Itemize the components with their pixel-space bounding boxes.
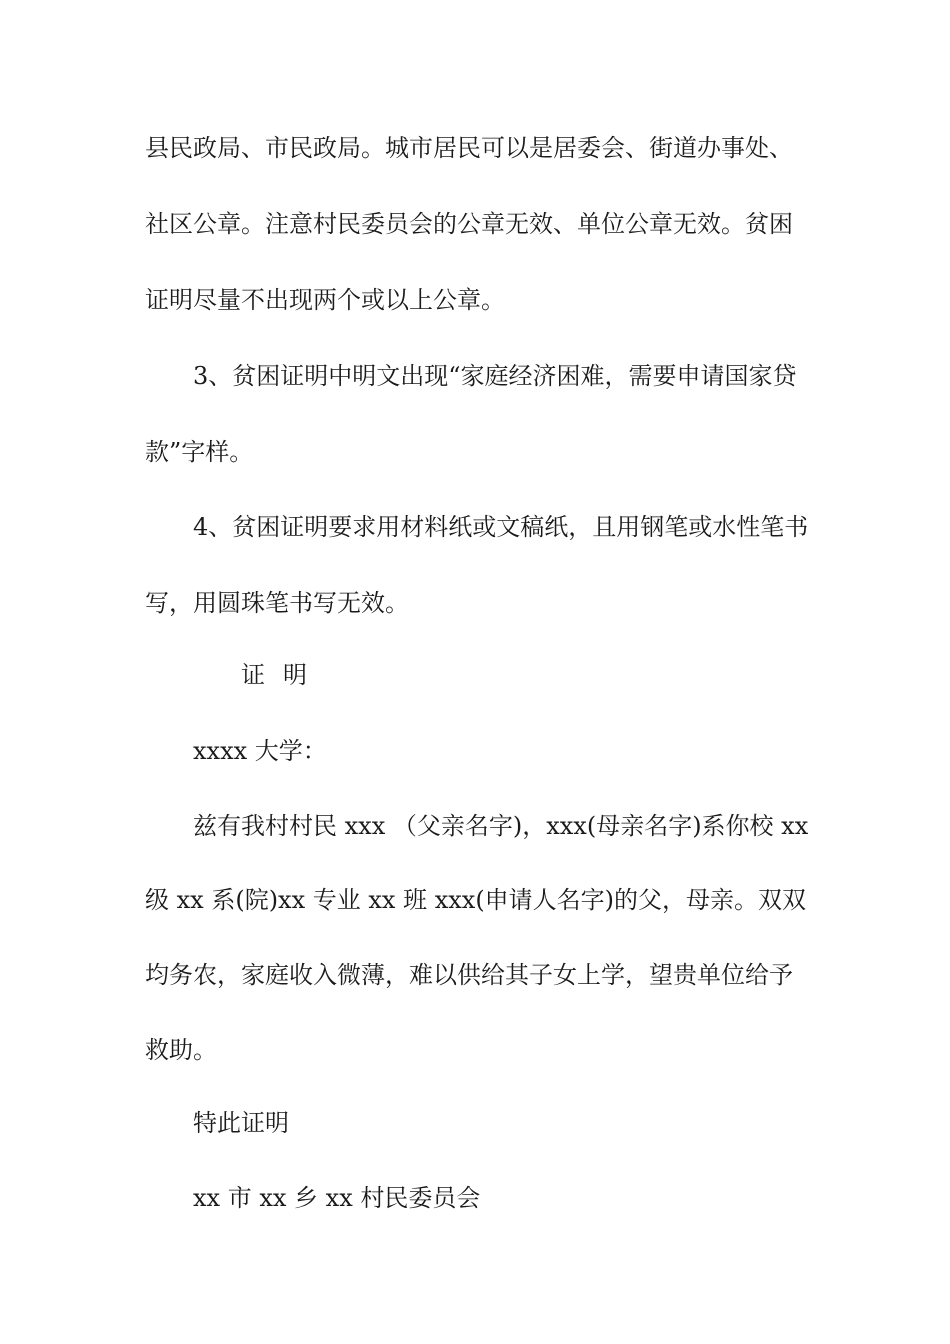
requirement-3-line: 3、贫困证明中明文出现“家庭经济困难，需要申请国家贷 — [193, 362, 797, 390]
certificate-title-part: 明 — [283, 661, 307, 689]
certificate-title — [241, 660, 307, 690]
certificate-body-line: 兹有我村村民 xxx （父亲名字)，xxx(母亲名字)系你校 xx — [193, 812, 809, 840]
paragraph-line: 县民政局、市民政局。城市居民可以是居委会、街道办事处、 — [145, 134, 793, 162]
certificate-closing: 特此证明 — [193, 1109, 289, 1137]
certificate-body-line: 均务农，家庭收入微薄，难以供给其子女上学，望贵单位给予 — [145, 961, 793, 989]
requirement-4-line: 4、贫困证明要求用材料纸或文稿纸，且用钢笔或水性笔书 — [193, 513, 809, 541]
certificate-body-line: 级 xx 系(院)xx 专业 xx 班 xxx(申请人名字)的父，母亲。双双 — [145, 886, 807, 914]
certificate-salutation: xxxx 大学： — [193, 737, 327, 765]
certificate-issuer: xx 市 xx 乡 xx 村民委员会 — [193, 1184, 481, 1212]
paragraph-line: 证明尽量不出现两个或以上公章。 — [145, 286, 505, 314]
paragraph-line: 社区公章。注意村民委员会的公章无效、单位公章无效。贫困 — [145, 210, 793, 238]
requirement-3-line: 款”字样。 — [145, 438, 254, 466]
certificate-body-line: 救助。 — [145, 1036, 217, 1064]
requirement-4-line: 写，用圆珠笔书写无效。 — [145, 589, 409, 617]
certificate-title-part: 证 — [241, 661, 265, 689]
